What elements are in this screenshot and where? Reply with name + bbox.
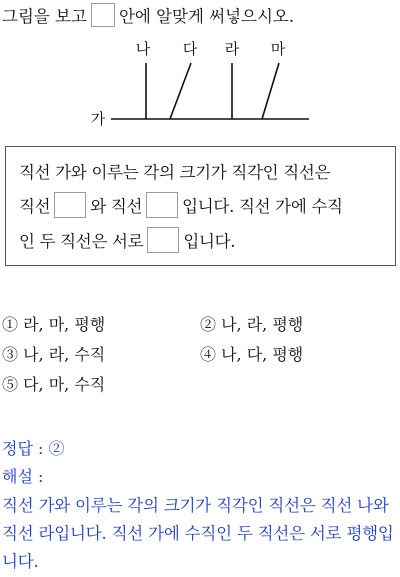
option-1[interactable]: ① 라, 마, 평행 — [2, 315, 106, 334]
label-ma: 마 — [270, 40, 286, 58]
answer-blank-3[interactable] — [147, 227, 179, 253]
option-5[interactable]: ⑤ 다, 마, 수직 — [2, 375, 106, 394]
question-line-2-c: 입니다. 직선 가에 수직 — [182, 197, 343, 216]
label-ra: 라 — [224, 40, 240, 58]
answer-blank-1[interactable] — [54, 192, 86, 218]
explanation-label: 해설 : — [2, 467, 44, 486]
question-box — [5, 146, 396, 266]
question-line-3-a: 인 두 직선은 서로 — [19, 232, 144, 251]
line-da — [170, 63, 191, 119]
answer-label: 정답 : ② — [2, 439, 65, 458]
question-line-2-a: 직선 — [19, 197, 51, 216]
label-ga: 가 — [90, 110, 106, 128]
question-line-2-b: 와 직선 — [90, 197, 143, 216]
explanation-text: 직선 가와 이루는 각의 크기가 직각인 직선은 직선 나와 직선 라입니다. 직선 가에 수직인 두 직선은 서로 평행입니다. — [2, 496, 394, 571]
answer-blank-2[interactable] — [146, 192, 178, 218]
label-na: 나 — [135, 40, 151, 58]
question-line-3-b: 입니다. — [183, 232, 236, 251]
option-4[interactable]: ④ 나, 다, 평행 — [200, 345, 304, 364]
option-3[interactable]: ③ 나, 라, 수직 — [2, 345, 106, 364]
line-ma — [262, 63, 279, 119]
question-line-3 — [19, 227, 235, 253]
instruction-after: 안에 알맞게 써넣으시오. — [118, 7, 295, 26]
question-line-1-text: 직선 가와 이루는 각의 크기가 직각인 직선은 — [19, 163, 331, 182]
label-da: 다 — [182, 40, 198, 58]
option-2[interactable]: ② 나, 라, 평행 — [200, 315, 304, 334]
lines-figure — [0, 0, 400, 140]
question-line-2 — [19, 192, 343, 218]
instruction-before: 그림을 보고 — [2, 7, 87, 26]
question-line-1 — [19, 159, 330, 183]
